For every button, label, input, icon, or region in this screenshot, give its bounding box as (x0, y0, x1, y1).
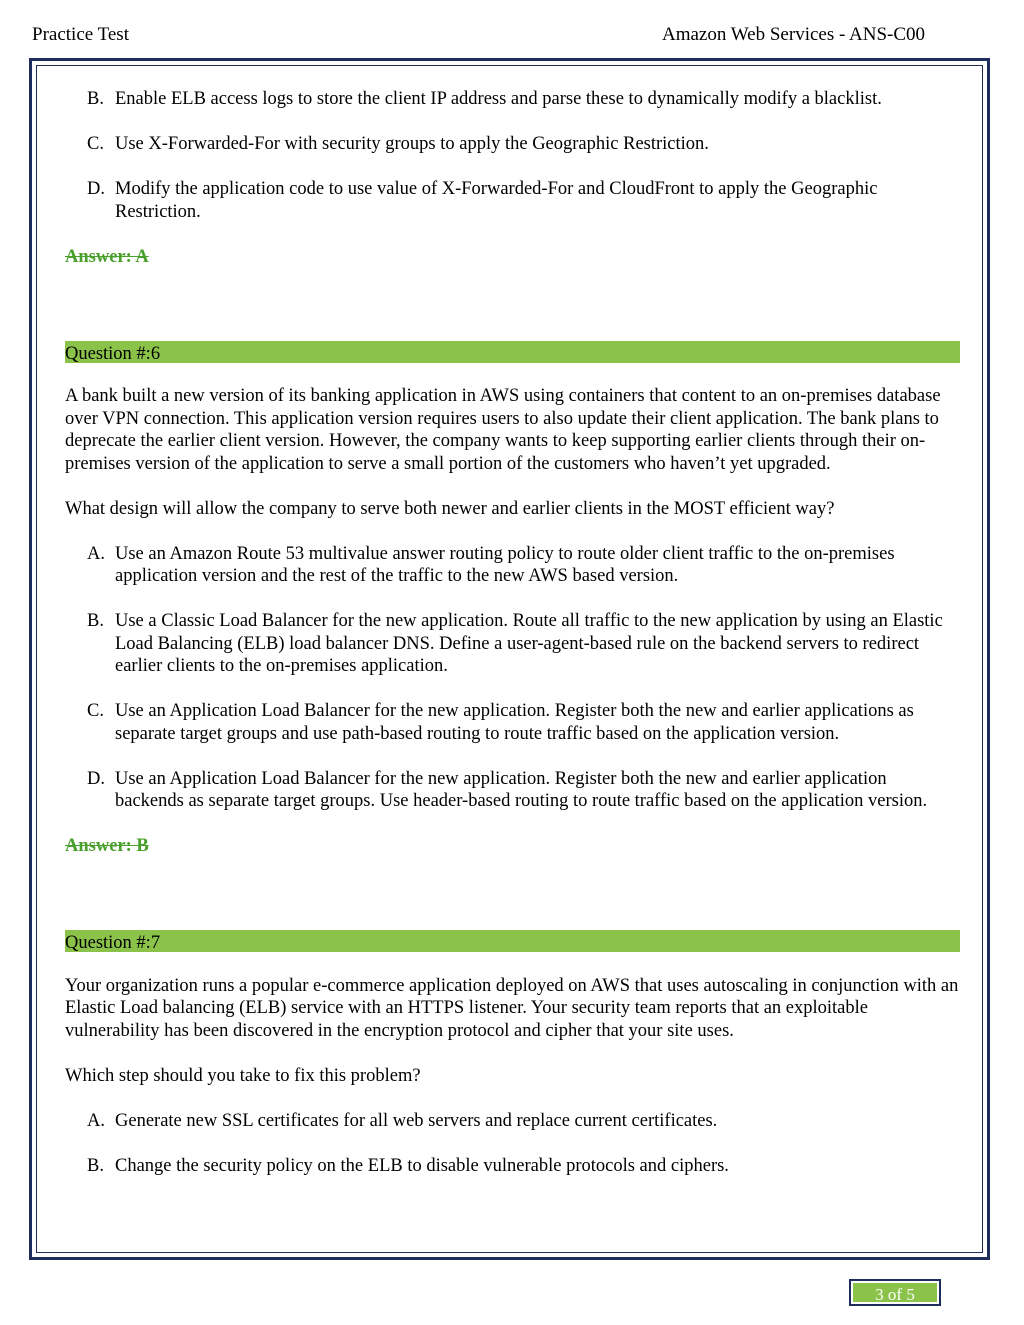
option-letter: B. (87, 89, 104, 109)
question-6-prompt: What design will allow the company to serve both newer and earlier clients in the MOST efficient way? (65, 498, 835, 519)
option-text: Use X-Forwarded-For with security groups to apply the Geographic Restriction. (115, 134, 709, 154)
question-7-prompt: Which step should you take to fix this problem? (65, 1065, 421, 1086)
option-letter: A. (87, 1110, 105, 1131)
option-text: Generate new SSL certificates for all web servers and replace current certificates. (115, 1110, 718, 1131)
option-text: Use an Application Load Balancer for the new application. Register both the new and earlier application backends as separate target groups. Use header-based routing to route traffic based on the application version. (115, 768, 928, 811)
option-letter: B. (87, 1155, 104, 1176)
question-7-header: Question #:7 (65, 930, 960, 952)
option-text: Use an Application Load Balancer for the new application. Register both the new and earlier applications as separate target groups and use path-based routing to route traffic based on the application version. (115, 701, 914, 744)
header-exam-name: Amazon Web Services - ANS-C00 (662, 24, 926, 45)
option-letter: B. (87, 611, 104, 631)
page-number-box (849, 1279, 941, 1306)
q5-option-b (65, 88, 960, 111)
q7-option-b (65, 1155, 960, 1178)
question-6-body: A bank built a new version of its banking application in AWS using containers that content to an on-premises database over VPN connection. This application version requires users to also update their client application. The bank plans to deprecate the earlier client version. However, the company wants to keep supporting earlier clients through their on-premises version of the application to serve a small portion of the customers who haven’t yet upgraded. (65, 386, 941, 474)
q7-option-a (65, 1110, 960, 1133)
option-letter: A. (87, 543, 105, 564)
q6-option-c (65, 700, 960, 745)
option-letter: C. (87, 701, 104, 721)
page-content (65, 88, 960, 1200)
question-7-body: Your organization runs a popular e-commerce application deployed on AWS that uses autoscaling in conjunction with an Elastic Load balancing (ELB) service with an HTTPS listener. Your security team reports that an exploitable vulnerability has been discovered in the encryption protocol and cipher that your site uses. (65, 975, 959, 1041)
option-text: Change the security policy on the ELB to disable vulnerable protocols and ciphers. (115, 1155, 729, 1176)
header-title: Practice Test (32, 24, 129, 45)
option-letter: D. (87, 768, 105, 789)
option-letter: C. (87, 134, 104, 154)
option-text: Modify the application code to use value of X-Forwarded-For and CloudFront to apply the Geographic Restriction. (115, 179, 878, 222)
q6-answer: Answer: B (65, 836, 149, 856)
option-text: Enable ELB access logs to store the client IP address and parse these to dynamically modify a blacklist. (115, 89, 882, 109)
q6-option-d (65, 768, 960, 813)
page-number: 3 of 5 (853, 1283, 937, 1302)
option-letter: D. (87, 179, 105, 199)
q5-option-d (65, 178, 960, 223)
q6-option-a (65, 543, 960, 588)
q5-answer: Answer: A (65, 246, 149, 267)
option-text: Use a Classic Load Balancer for the new application. Route all traffic to the new application by using an Elastic Load Balancing (ELB) load balancer DNS. Define a user-agent-based rule on the backend servers to redirect earlier clients to the on-premises application. (115, 611, 943, 676)
q6-option-b (65, 610, 960, 678)
option-text: Use an Amazon Route 53 multivalue answer routing policy to route older client traffic to the on-premises application version and the rest of the traffic to the new AWS based version. (115, 543, 895, 586)
q5-option-c (65, 133, 960, 156)
question-6-header: Question #:6 (65, 341, 960, 363)
